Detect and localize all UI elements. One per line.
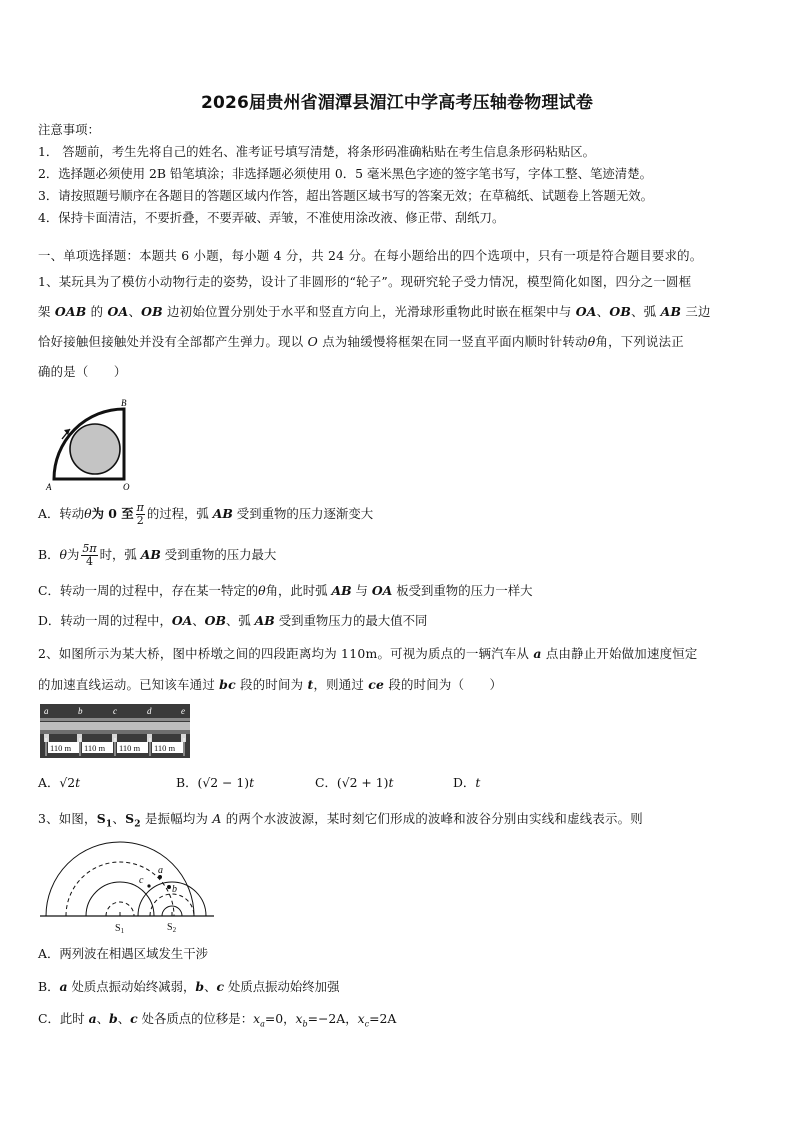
point-label: e <box>181 706 185 716</box>
q2-bridge-figure <box>40 704 190 758</box>
notice-item-3: 3．请按照题号顺序在各题目的答题区域内作答，超出答题区域书写的答案无效；在草稿纸、试题卷上答题无效。 <box>38 188 654 203</box>
span-label: 110 m <box>119 743 141 753</box>
ball <box>70 424 120 474</box>
label-c: c <box>139 875 144 886</box>
point-c <box>147 884 150 887</box>
label-s2: $S_2$ <box>167 922 177 934</box>
q1-stem-line4: 确的是（ ） <box>38 364 127 379</box>
span-label: 110 m <box>50 743 72 753</box>
label-a: A <box>46 482 52 492</box>
notice-heading: 注意事项： <box>38 122 100 137</box>
label-a: a <box>158 865 163 876</box>
point-label: d <box>147 706 152 716</box>
q2-option-a: A．√2t <box>38 775 81 790</box>
page-title: 2026届贵州省湄潭县湄江中学高考压轴卷物理试卷 <box>200 93 594 113</box>
q1-stem-line3: 恰好接触但接触处并没有全部都产生弹力。现以 O 点为轴缓慢将框架在同一竖直平面内顺时针转动θ角，下列说法正 <box>38 334 684 349</box>
point-label: c <box>113 706 117 716</box>
notice-item-2: 2．选择题必须使用 2B 铅笔填涂；非选择题必须使用 0．5 毫米黑色字迹的签字笔书写，字体工整、笔迹清楚。 <box>38 166 652 181</box>
notice-item-1: 1． 答题前，考生先将自己的姓名、准考证号填写清楚，将条形码准确粘贴在考生信息条形码粘贴区。 <box>38 144 596 159</box>
q1-frame-figure <box>40 395 140 495</box>
q2-option-d: D．t <box>453 775 481 790</box>
q1-option-a: A．转动θ为 0 至 $\frac{\pi}{2}$ 的过程，弧 AB 受到重物的压力逐渐变大 <box>38 501 374 527</box>
q1-stem-line2: 架 OAB 的 OA、OB 边初始位置分别处于水平和竖直方向上，光滑球形重物此时嵌在框架中与 OA、OB、弧 AB 三边 <box>38 304 711 319</box>
q3-option-c: C．此时 a、b、c 处各质点的位移是：$x_a=0$，$x_b=-2A$，$x_c=2A$ <box>38 1011 397 1029</box>
section-heading: 一、单项选择题：本题共 6 小题，每小题 4 分，共 24 分。在每小题给出的四个选项中，只有一项是符合题目要求的。 <box>38 248 703 263</box>
q2-stem-line1: 2、如图所示为某大桥，图中桥墩之间的四段距离均为 110m。可视为质点的一辆汽车从 a 点由静止开始做加速度恒定 <box>38 646 698 661</box>
q3-wave-figure <box>38 836 218 936</box>
bridge-deck <box>40 722 190 730</box>
q2-option-c: C．(√2 + 1)t <box>315 775 394 790</box>
q3-option-a: A．两列波在相遇区域发生干涉 <box>38 946 209 961</box>
q3-stem: 3、如图，$S_1$、$S_2$ 是振幅均为 A 的两个水波波源，某时刻它们形成的波峰和波谷分别由实线和虚线表示。则 <box>38 811 643 830</box>
label-b: B <box>121 398 127 408</box>
label-s1: $S_1$ <box>115 923 125 935</box>
s1-wavefronts <box>46 842 194 916</box>
point-label: b <box>78 706 83 716</box>
q2-stem-line2: 的加速直线运动。已知该车通过 bc 段的时间为 t，则通过 ce 段的时间为（ ） <box>38 677 503 692</box>
q1-option-b: B．θ为 $\frac{5\pi}{4}$ 时，弧 AB 受到重物的压力最大 <box>38 542 277 568</box>
q1-option-d: D．转动一周的过程中，OA、OB、弧 AB 受到重物压力的最大值不同 <box>38 613 428 628</box>
point-b <box>167 885 171 889</box>
q3-option-b: B．a 处质点振动始终减弱，b、c 处质点振动始终加强 <box>38 979 340 994</box>
q1-option-c: C．转动一周的过程中，存在某一特定的θ角，此时弧 AB 与 OA 板受到重物的压力一样大 <box>38 583 533 598</box>
q1-stem-line1: 1、某玩具为了模仿小动物行走的姿势，设计了非圆形的“轮子”。现研究轮子受力情况，模型简化如图，四分之一圆框 <box>38 274 692 289</box>
q2-option-b: B．(√2 − 1)t <box>176 775 255 790</box>
label-o: O <box>123 482 130 492</box>
span-label: 110 m <box>84 743 106 753</box>
span-label: 110 m <box>154 743 176 753</box>
label-b: b <box>172 884 177 895</box>
notice-item-4: 4．保持卡面清洁，不要折叠，不要弄破、弄皱，不准使用涂改液、修正带、刮纸刀。 <box>38 210 505 225</box>
point-label: a <box>44 706 49 716</box>
